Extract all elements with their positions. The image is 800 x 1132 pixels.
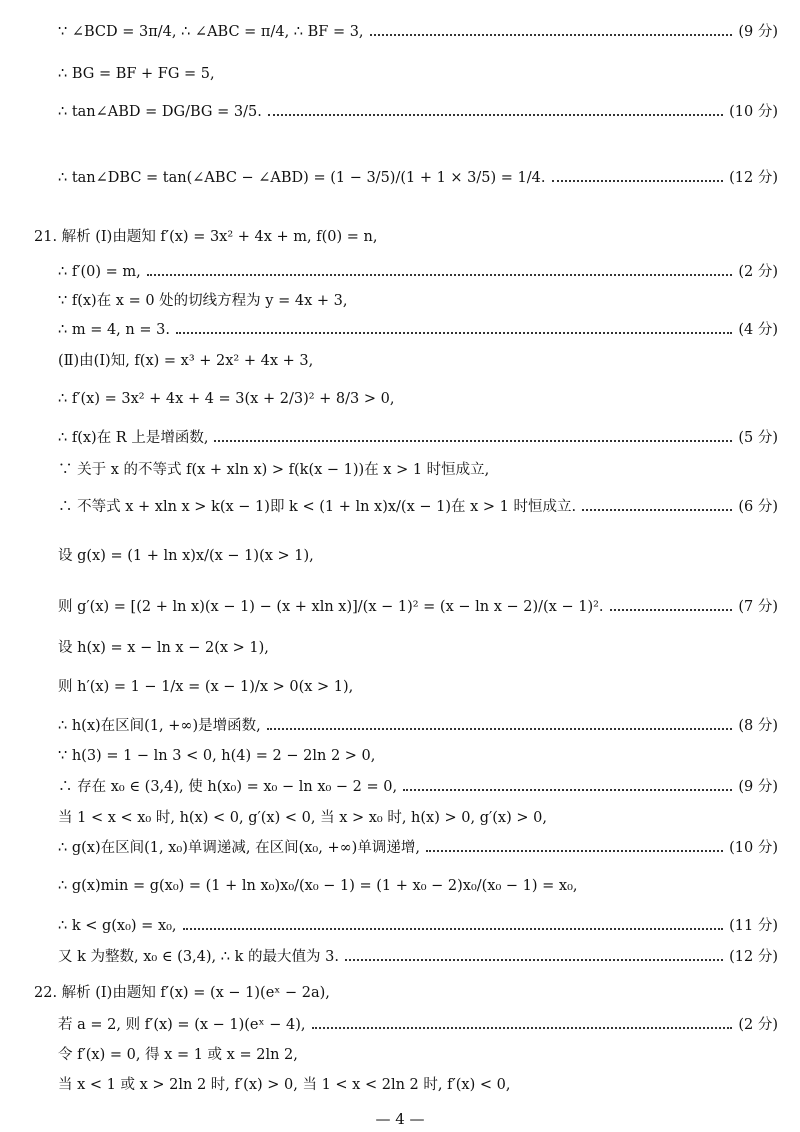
solution-line: ∴ 存在 x₀ ∈ (3,4), 使 h(x₀) = x₀ − ln x₀ − 2 = 0, (9 分) (58, 779, 778, 795)
leader-dots (147, 274, 733, 276)
solution-line: ∴ g(x)min = g(x₀) = (1 + ln x₀)x₀/(x₀ − 1) = (1 + x₀ − 2)x₀/(x₀ − 1) = x₀, (58, 878, 578, 894)
page-number: — 4 — (375, 1110, 425, 1128)
solution-line: ∴ f′(0) = m, (2 分) (58, 264, 778, 280)
solution-line: 令 f′(x) = 0, 得 x = 1 或 x = 2ln 2, (58, 1047, 298, 1063)
solution-line: ∴ tan∠ABD = DG/BG = 3/5. (10 分) (58, 104, 778, 120)
leader-dots (312, 1027, 733, 1029)
score-label: (8 分) (738, 718, 778, 734)
score-label: (4 分) (738, 322, 778, 338)
solution-line: ∵ f(x)在 x = 0 处的切线方程为 y = 4x + 3, (58, 293, 348, 309)
solution-line: ∵ 关于 x 的不等式 f(x + xln x) > f(k(x − 1))在 x > 1 时恒成立, (58, 462, 490, 478)
solution-line: ∴ f(x)在 R 上是增函数, (5 分) (58, 430, 778, 446)
solution-line: ∵ ∠BCD = 3π/4, ∴ ∠ABC = π/4, ∴ BF = 3, (9 分) (58, 24, 778, 40)
leader-dots (345, 959, 723, 961)
leader-dots (268, 114, 723, 116)
leader-dots (403, 789, 732, 791)
leader-dots (176, 332, 732, 334)
solution-line: 当 1 < x < x₀ 时, h(x) < 0, g′(x) < 0, 当 x > x₀ 时, h(x) > 0, g′(x) > 0, (58, 810, 547, 826)
leader-dots (552, 180, 724, 182)
solution-line: ∴ h(x)在区间(1, +∞)是增函数, (8 分) (58, 718, 778, 734)
score-label: (9 分) (738, 779, 778, 795)
leader-dots (183, 928, 724, 930)
solution-line: 若 a = 2, 则 f′(x) = (x − 1)(eˣ − 4), (2 分) (58, 1017, 778, 1033)
solution-line: 当 x < 1 或 x > 2ln 2 时, f′(x) > 0, 当 1 < x < 2ln 2 时, f′(x) < 0, (58, 1077, 511, 1093)
solution-line: 则 g′(x) = [(2 + ln x)(x − 1) − (x + xln x)]/(x − 1)² = (x − ln x − 2)/(x − 1)². (7 分) (58, 599, 778, 615)
solution-line: 则 h′(x) = 1 − 1/x = (x − 1)/x > 0(x > 1), (58, 679, 354, 695)
leader-dots (582, 509, 732, 511)
score-label: (9 分) (738, 24, 778, 40)
score-label: (5 分) (738, 430, 778, 446)
score-label: (6 分) (738, 499, 778, 515)
leader-dots (214, 440, 732, 442)
solution-line: ∵ h(3) = 1 − ln 3 < 0, h(4) = 2 − 2ln 2 > 0, (58, 748, 376, 764)
problem-21-header: 21. 解析 (Ⅰ)由题知 f′(x) = 3x² + 4x + m, f(0) = n, (34, 229, 378, 245)
solution-line: ∴ f′(x) = 3x² + 4x + 4 = 3(x + 2/3)² + 8/3 > 0, (58, 391, 395, 407)
solution-line: 又 k 为整数, x₀ ∈ (3,4), ∴ k 的最大值为 3. (12 分) (58, 949, 778, 965)
solution-line: (Ⅱ)由(Ⅰ)知, f(x) = x³ + 2x² + 4x + 3, (58, 353, 314, 369)
score-label: (10 分) (729, 104, 778, 120)
solution-line: 设 h(x) = x − ln x − 2(x > 1), (58, 640, 269, 656)
solution-line: ∴ k < g(x₀) = x₀, (11 分) (58, 918, 778, 934)
solution-line: ∴ tan∠DBC = tan(∠ABC − ∠ABD) = (1 − 3/5)/(1 + 1 × 3/5) = 1/4. (12 分) (58, 170, 778, 186)
problem-22-header: 22. 解析 (Ⅰ)由题知 f′(x) = (x − 1)(eˣ − 2a), (34, 985, 330, 1001)
leader-dots (370, 34, 733, 36)
score-label: (7 分) (738, 599, 778, 615)
score-label: (12 分) (729, 949, 778, 965)
leader-dots (610, 609, 733, 611)
score-label: (12 分) (729, 170, 778, 186)
solution-line: ∴ g(x)在区间(1, x₀)单调递减, 在区间(x₀, +∞)单调递增, (10 分) (58, 840, 778, 856)
score-label: (10 分) (729, 840, 778, 856)
leader-dots (426, 850, 723, 852)
solution-line: 设 g(x) = (1 + ln x)x/(x − 1)(x > 1), (58, 548, 314, 564)
leader-dots (267, 728, 733, 730)
solution-line: ∴ BG = BF + FG = 5, (58, 66, 215, 82)
score-label: (2 分) (738, 264, 778, 280)
score-label: (2 分) (738, 1017, 778, 1033)
solution-line: ∴ m = 4, n = 3. (4 分) (58, 322, 778, 338)
solution-line: ∴ 不等式 x + xln x > k(x − 1)即 k < (1 + ln x)x/(x − 1)在 x > 1 时恒成立. (6 分) (58, 499, 778, 515)
score-label: (11 分) (729, 918, 778, 934)
